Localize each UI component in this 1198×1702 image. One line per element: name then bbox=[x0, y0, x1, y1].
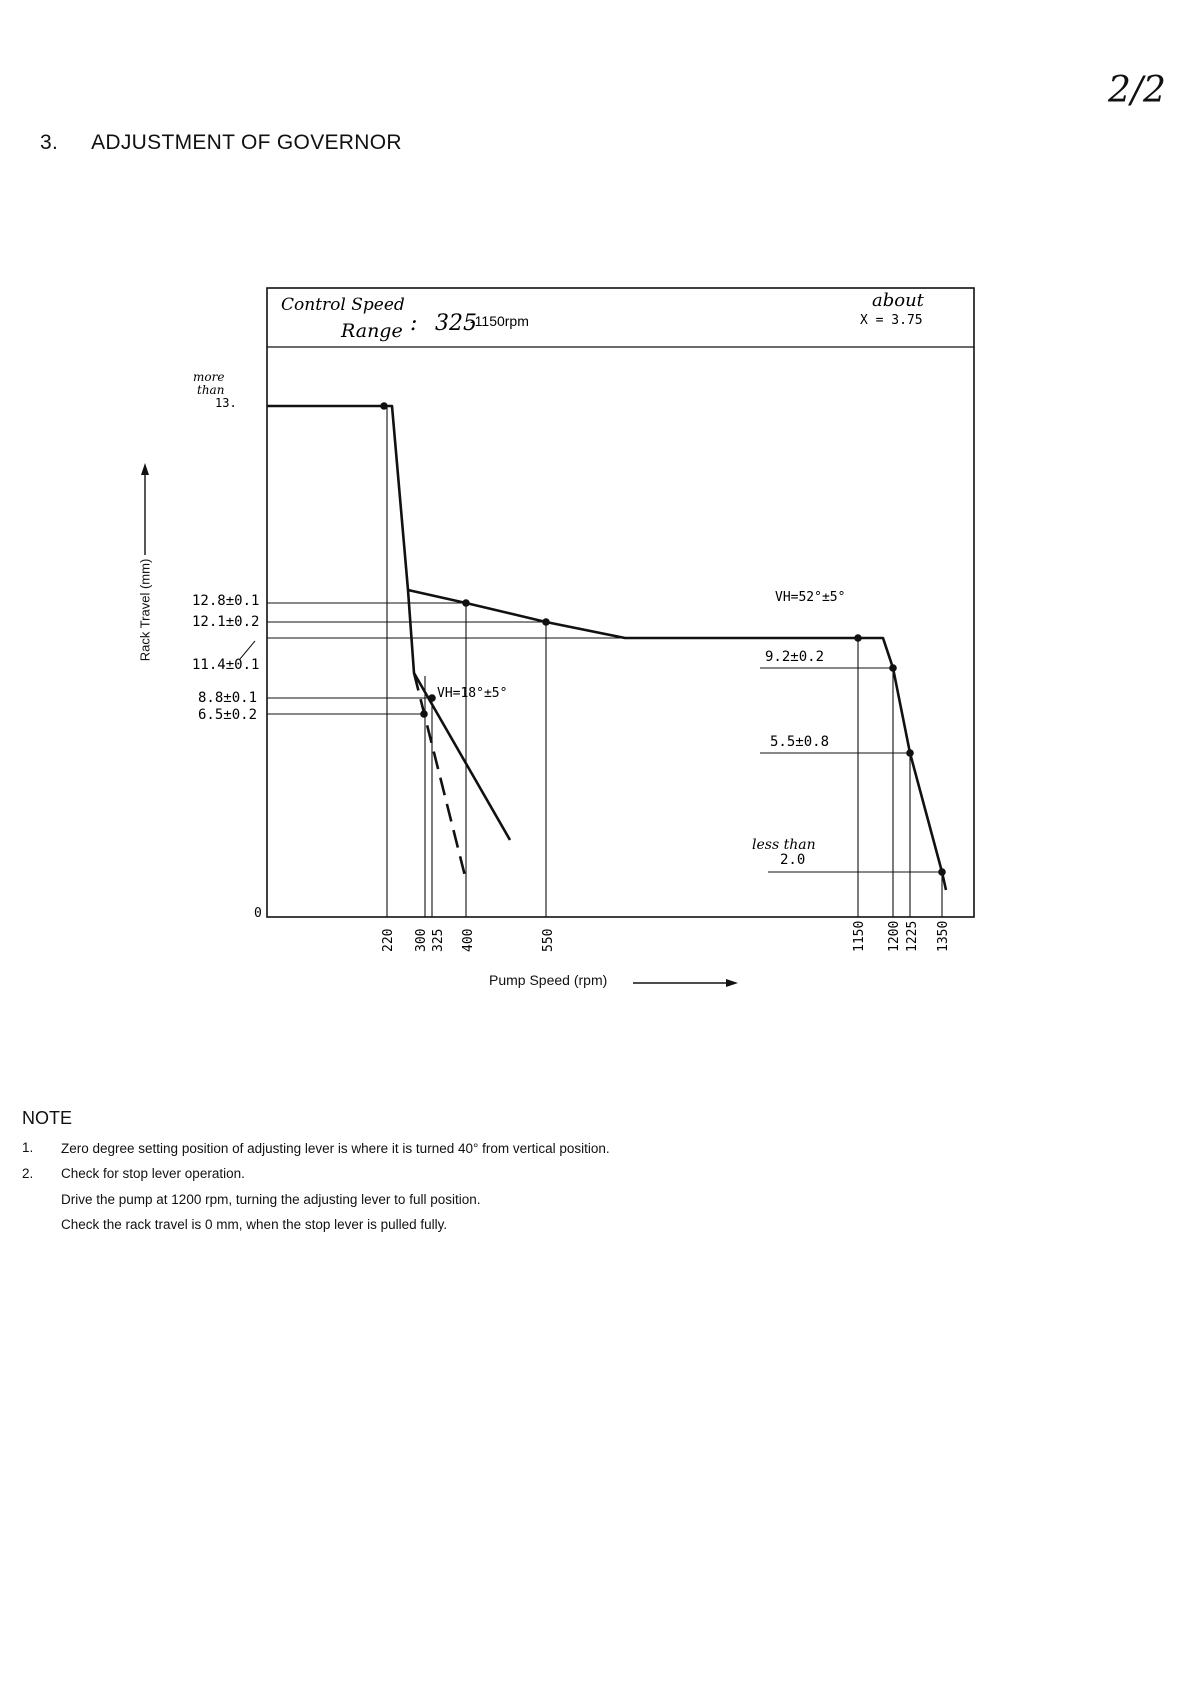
x-tick-400: 400 bbox=[461, 928, 476, 952]
right-label-5-5: 5.5±0.8 bbox=[770, 734, 830, 750]
x-tick-300: 300 bbox=[414, 928, 429, 952]
x-tick-550: 550 bbox=[541, 928, 556, 952]
y-label-12-1: 12.1±0.2 bbox=[192, 614, 260, 630]
point-1225-5-5 bbox=[906, 749, 914, 757]
y-label-8-8: 8.8±0.1 bbox=[198, 690, 258, 706]
series-main-curve bbox=[267, 406, 510, 840]
section-number: 3. bbox=[40, 131, 59, 154]
note-1-number: 1. bbox=[22, 1140, 34, 1155]
x-tick-1225: 1225 bbox=[905, 920, 920, 952]
header-right-note: about bbox=[872, 290, 924, 311]
header-left-line1: Control Speed bbox=[281, 295, 405, 315]
note-1-line-1: Zero degree setting position of adjusting lever is where it is turned 40° from vertical position. bbox=[61, 1141, 610, 1156]
x-tick-1350: 1350 bbox=[936, 920, 951, 952]
curve-group bbox=[267, 406, 946, 890]
note-2-line-2: Drive the pump at 1200 rpm, turning the adjusting lever to full position. bbox=[61, 1192, 481, 1207]
section-title: ADJUSTMENT OF GOVERNOR bbox=[91, 131, 402, 154]
point-300-6-5 bbox=[420, 710, 428, 718]
header-left-line2: Range bbox=[341, 320, 403, 342]
y-label-6-5: 6.5±0.2 bbox=[198, 707, 258, 723]
point-220-13 bbox=[380, 402, 388, 410]
annotation-vh-18: VH=18°±5° bbox=[437, 686, 508, 701]
note-2-line-1: Check for stop lever operation. bbox=[61, 1166, 245, 1181]
right-label-9-2: 9.2±0.2 bbox=[765, 649, 825, 665]
point-550-12-1 bbox=[542, 618, 550, 626]
x-tick-325: 325 bbox=[431, 928, 446, 952]
x-tick-220: 220 bbox=[381, 928, 396, 952]
x-tick-labels bbox=[381, 921, 951, 952]
series-dashed-curve bbox=[414, 673, 466, 880]
y-axis-title: Rack Travel (mm) bbox=[137, 558, 153, 662]
note-title: NOTE bbox=[22, 1108, 73, 1128]
header-range-end: -1150rpm bbox=[470, 313, 529, 329]
y-label-12-8: 12.8±0.1 bbox=[192, 593, 260, 609]
right-label-less-than: less than bbox=[752, 837, 816, 853]
x-tick-1150: 1150 bbox=[852, 920, 867, 952]
x-tick-1200: 1200 bbox=[887, 920, 902, 952]
right-label-2-0: 2.0 bbox=[780, 852, 806, 868]
series-upper-curve bbox=[408, 590, 946, 890]
y-label-11-4: 11.4±0.1 bbox=[192, 657, 260, 673]
y-axis-arrow-head bbox=[141, 463, 149, 475]
y-top-note-line1: more bbox=[193, 370, 225, 384]
point-325-8-8 bbox=[428, 694, 436, 702]
x-axis-title: Pump Speed (rpm) bbox=[489, 972, 608, 988]
page-number: 2/2 bbox=[1108, 70, 1166, 111]
y-zero-label: 0 bbox=[254, 906, 262, 921]
note-2-line-3: Check the rack travel is 0 mm, when the stop lever is pulled fully. bbox=[61, 1217, 448, 1232]
x-axis-arrow-head bbox=[726, 979, 738, 987]
annotation-vh-52: VH=52°±5° bbox=[775, 590, 846, 605]
reference-lines bbox=[267, 406, 942, 917]
point-400-12-8 bbox=[462, 599, 470, 607]
point-1350-2-0 bbox=[938, 868, 946, 876]
y-top-value: 13. bbox=[215, 396, 237, 410]
note-2-number: 2. bbox=[22, 1166, 34, 1181]
point-1200-9-2 bbox=[889, 664, 897, 672]
header-right-value: X = 3.75 bbox=[860, 313, 923, 328]
header-range-start: 325 bbox=[435, 311, 477, 336]
header-colon: : bbox=[410, 311, 418, 336]
point-1150-11-4 bbox=[854, 634, 862, 642]
y-top-note-line2: than bbox=[197, 383, 225, 397]
